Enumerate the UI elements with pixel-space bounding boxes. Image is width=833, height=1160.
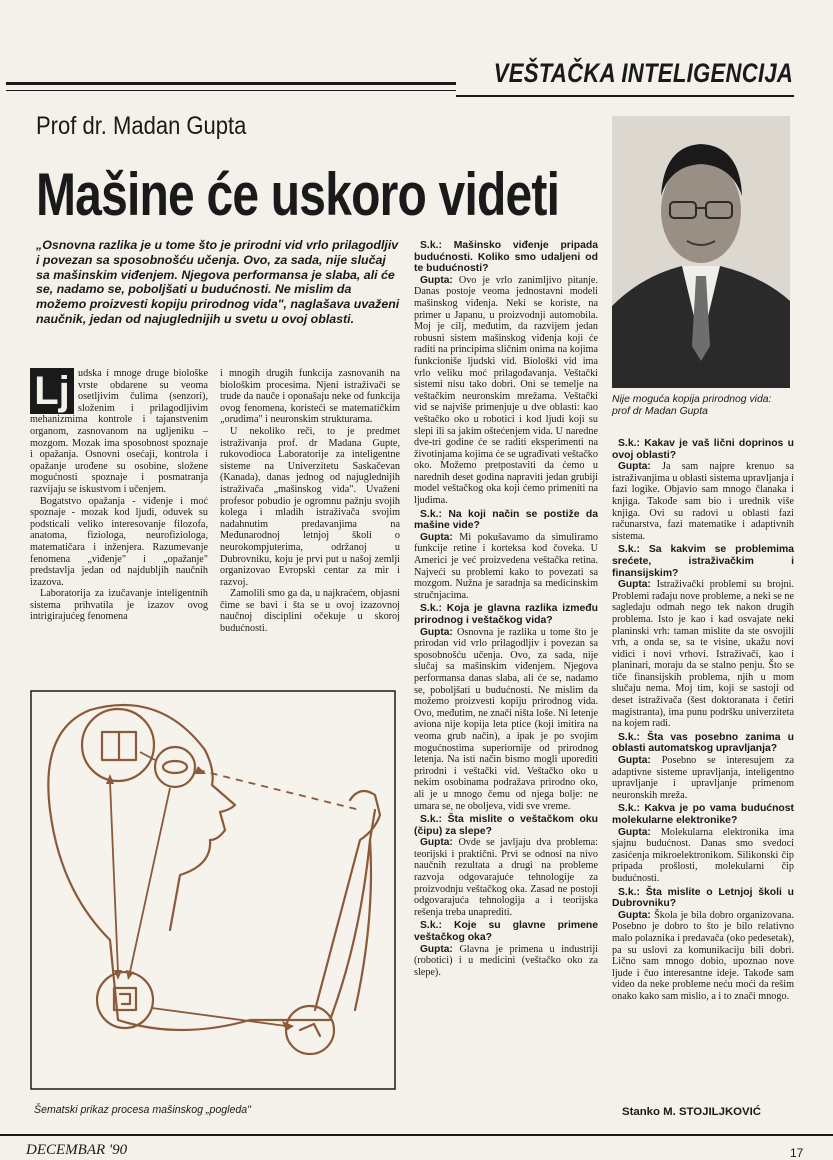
interview-question: S.k.: Koja je glavna razlika između prirodnog i veštačkog vida?	[414, 603, 598, 626]
bottom-rule	[0, 1134, 833, 1136]
column-4	[612, 436, 794, 1003]
answer-label: Gupta:	[618, 826, 651, 838]
column-1	[30, 368, 208, 623]
section-title: VEŠTAČKA INTELIGENCIJA	[493, 58, 793, 88]
answer-text: Ovo je vrlo zanimljivo pitanje. Danas postoje veoma jednostavni modeli mašinskog viđenja. Neki se koriste, na primer u Japanu, u proizvodnji automobila. Moj je cilj, međutim, da razvijem jedan robusni sistem mašinskog viđenja koji će raditi na principima sličnim onima na kojima funkcioniše ljudski vid. Biološki vid ima vrlo veliku moć prilagođavanja. Veštački sistemi nisu tako dobri. Oni se temelje na veštačkim neuronskim mrežama. Veštački vid se najviše primenjuje u dve oblasti: kao veštačko oko u robotici i kod ljudi koji su slepi ili sa jakim oštećenjem vida. U naredne dve-tri godine će se raditi eksperimenti na životinjama kojima će se ugrađivati veštačko oko. Možemo pretpostaviti da ćemo u narednih deset godina napraviti jedan grubiji model veštačkog oka koji ćemo primeniti na ljudima.	[414, 274, 599, 507]
col1-paragraph: Bogatstvo opažanja - viđenje i moć spoznaje - mozak kod ljudi, oduvek su podsticali veliko interesovanje filozofa, anatoma, fiziologa, neurofiziologa, matematičara i inženjera. Razumevanje fenomena „viđenje" i „opažanje" predstavlja jedan od najdubljih naučnih izazova.	[30, 495, 208, 588]
col1-paragraph: udska i mnoge druge biološke vrste obdarene su veoma osetljivim čulima (senzori), složenim i prilagodljivim mehanizmima kontrole i tajanstvenim organom, zasnovanom na ugljeniku – mozgom. Mozak ima sposobnost spoznaje i opažanja. Osnovni osećaji, kontrola i opažanje urođene su osobine, složene mogućnosti spoznaje i posmatranja razvijaju se iskustvom i učenjem.	[30, 368, 208, 495]
section-underline	[456, 95, 794, 97]
interview-question: S.k.: Šta mislite o veštačkom oku (čipu) za slepe?	[414, 814, 598, 837]
answer-label: Gupta:	[420, 943, 453, 955]
schematic-figure	[30, 690, 396, 1090]
interview-question: S.k.: Mašinsko viđenje pripada budućnosti. Koliko smo udaljeni od te budućnosti?	[414, 240, 598, 275]
answer-label: Gupta:	[618, 909, 651, 921]
column-3	[414, 238, 598, 978]
answer-label: Gupta:	[420, 274, 453, 286]
interview-answer	[612, 827, 794, 885]
answer-text: Molekularna elektronika ima sjajnu budućnost. Danas smo svedoci zasićenja mikroelektronikom. Silikonski čip pripada prošlosti, molekularni čip budućnosti.	[612, 826, 795, 884]
answer-label: Gupta:	[420, 837, 453, 849]
top-rule-thin	[6, 90, 456, 91]
col2-paragraph: U nekoliko reči, to je predmet istraživanja prof. dr Madana Gupte, rukovodioca Laboratorije za inteligentne sisteme na Univerzitetu Saskačevan (Kanada), danas jednog od najuglednijih istraživača „mašinskog vida". Uvaženi profesor pobudio je ogromnu pažnju svojih kolega i mladih istraživača svojim nadahnutim predavanjima na Međunarodnoj letnjoj školi o neurokompjuterima, održanoj u Dubrovniku, koju je prvi put u našoj zemlji organizovao Evropski centar za mir i razvoj.	[220, 425, 400, 588]
top-rule-thick	[6, 82, 456, 85]
interview-question: S.k.: Koje su glavne primene veštačkog oka?	[414, 920, 598, 944]
footer-date: DECEMBAR '90	[26, 1142, 128, 1158]
answer-label: Gupta:	[618, 461, 651, 473]
interview-answer	[414, 627, 598, 813]
interview-answer	[414, 837, 598, 918]
interview-answer	[414, 532, 598, 602]
answer-text: Škola je bila dobro organizovana. Posebno je dobro to što je bilo relativno malo polaznika i predavača (oko pedesetak), pa su uslovi za komunikaciju bili dobri. Lično sam mnogo dobio, upoznao nove ljude i čuo interesantne ideje. Takođe sam video da neke probleme neću moći da rešim onako kako sam mislio, a i to znači mnogo.	[612, 909, 794, 1002]
interview-answer	[414, 275, 598, 507]
col2-paragraph: Zamolili smo ga da, u najkraćem, objasni čime se bavi i šta se u ovoj izazovnoj naučnoj disciplini očekuje u skoroj budućnosti.	[220, 588, 400, 635]
interview-answer	[612, 579, 794, 730]
answer-label: Gupta:	[420, 531, 453, 543]
portrait-photo	[612, 116, 790, 388]
col2-paragraph: i mnogih drugih funkcija zasnovanih na biološkim procesima. Njeni istraživači se trude da nauče i oponašaju neke od funkcija ovog fenomena, koristeći se matematičkim „orudima" i neuronskim strukturama.	[220, 368, 400, 426]
interview-answer	[414, 944, 598, 979]
photo-caption: Nije moguća kopija prirodnog vida: prof dr Madan Gupta	[612, 394, 772, 417]
article-headline: Mašine će uskoro videti	[36, 161, 560, 228]
interview-answer	[612, 461, 794, 542]
portrait-illustration	[612, 116, 790, 388]
answer-label: Gupta:	[420, 626, 453, 638]
answer-text: Ovde se javljaju dva problema: teorijski i praktični. Prvi se odnosi na nivo naučnih rezultata a drugi na probleme razvoja odgovarajuće tehnologije za proizvodnju veštačkog oka. Zasad ne postoji odgovarajuća tehnologija a i teorijska rešenja treba unaprediti.	[414, 837, 598, 918]
answer-label: Gupta:	[618, 755, 651, 767]
figure-caption: Šematski prikaz procesa mašinskog „pogleda"	[34, 1104, 251, 1116]
article-author: Prof dr. Madan Gupta	[36, 112, 247, 140]
interview-question: S.k.: Kakva je po vama budućnost molekularne elektronike?	[612, 803, 794, 826]
interview-question: S.k.: Na koji način se postiže da mašine vide?	[414, 508, 598, 532]
machine-vision-diagram	[30, 690, 396, 1090]
answer-text: Ja sam najpre krenuo sa istraživanjima u oblasti sistema upravljanja i fazi logike. Objavio sam mnogo članaka i knjiga. Takođe sam bio i urednik više knjiga. Ovi su radovi u oblasti fazi računarstva, fazi matematike i adaptivnih sistema.	[612, 461, 794, 542]
answer-text: Osnovna je razlika u tome što je prirodan vid vrlo prilagodljiv i povezan sa sposobnošću učenja. Ovo, za sada, nije slučaj sa mašinskim viđenjem. Njegova performansa danas slaba, ali će se, nadamo se, poboljšati u budućnosti. Ne mislim da možemo proizvesti kopiju prirodnog vida. Ovo, međutim, ne znači ništa loše. Ni letenje aviona nije kopija leta ptice (koji imitira na veoma grub način), a ipak je po svojim mogućnostima superiornije od prirodnog letenja. Na isti način bismo mogli uporediti prirodni i veštački vid. Veštačko oko u nekim osobinama podražava prirodno oko, ali je u mnogo čemu od njega bolje: ne umara se, ne oboljeva, vidi sve vreme.	[414, 626, 598, 812]
answer-text: Posebno se interesujem za adaptivne sisteme upravljanja, inteligentno upravljanje i upravljanje primenom neuronskih mreža.	[612, 755, 794, 801]
interview-answer	[612, 910, 794, 1003]
interview-question: S.k.: Sa kakvim se problemima srećete, istraživačkim i finansijskim?	[612, 544, 794, 579]
interview-question: S.k.: Šta vas posebno zanima u oblasti automatskog upravljanja?	[612, 731, 794, 755]
drop-cap: Lj	[30, 368, 74, 414]
page-number: 17	[790, 1146, 804, 1160]
col1-paragraph: Laboratorija za izučavanje inteligentnih sistema prihvatila je izazov ovog intrigirajućeg fenomena	[30, 588, 208, 623]
column-2	[220, 368, 400, 635]
author-signature: Stanko M. STOJILJKOVIĆ	[622, 1106, 762, 1118]
answer-text: Istraživački problemi su brojni. Problemi rađaju nove probleme, a neki se ne sagledaju odmah nego tek nakon drugih problema. Isto je kao i kad osvajate neki planinski vrh: taman mislite da ste osvojili vrh, a onda se, sa te visine, ukažu novi vidici i novi vrhovi. Istraživači, kao i planinari, moraju da se stalno penju. Što se tiče finansijskih problema, njih u mom slučaju nema. Moj tim, koji se sastoji od deset istraživača (šest doktoranata i četiri magistranta), ima punu podršku univerziteta na kojem radi.	[612, 579, 794, 730]
answer-text: Mi pokušavamo da simuliramo funkcije retine i korteksa kod čoveka. U Americi je već proizvedena veštačka retina. Najveći su problemi kako to povezati sa mozgom. Nužna je saradnja sa medicinskim stručnjacima.	[414, 531, 599, 601]
answer-label: Gupta:	[618, 579, 651, 591]
interview-question: S.k.: Kakav je vaš lični doprinos u ovoj oblasti?	[612, 438, 794, 461]
answer-text: Glavna je primena u industriji (robotici) i u medicini (veštačko oko za slepe).	[414, 943, 598, 978]
article-lead: „Osnovna razlika je u tome što je prirodni vid vrlo prilagodljiv i povezan sa sposobnošću učenja. Ovo, za sada, nije slučaj sa mašinskim viđenjem. Njegova performansa je slaba, ali će se, nadamo se, poboljšati u budućnosti. Ne mislim da možemo proizvesti kopiju prirodnog vida", naglašava uvaženi naučnik, jedan od najuglednijih u svetu u ovoj oblasti.	[36, 238, 400, 326]
interview-question: S.k.: Šta mislite o Letnjoj školi u Dubrovniku?	[612, 886, 794, 910]
interview-answer	[612, 755, 794, 801]
